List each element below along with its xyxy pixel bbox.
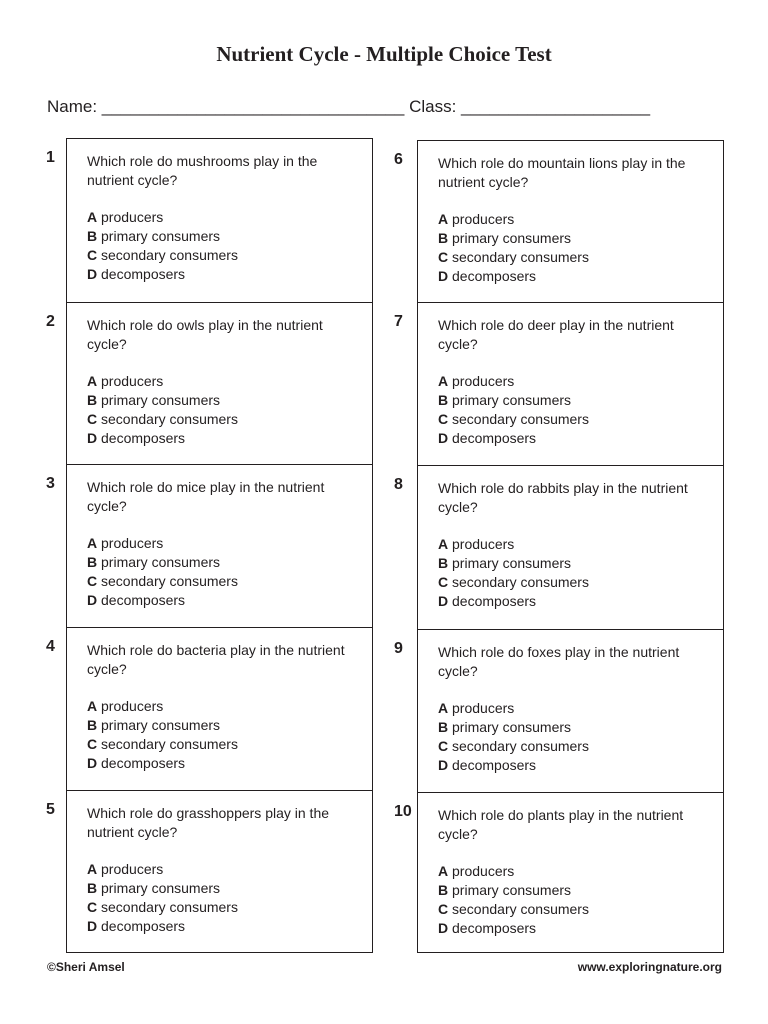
option-text: primary consumers	[101, 228, 221, 244]
option-letter: D	[438, 430, 449, 446]
option-letter: B	[87, 717, 98, 733]
option-text: decomposers	[452, 920, 537, 936]
answer-option-a	[87, 372, 352, 391]
option-text: primary consumers	[452, 392, 572, 408]
answer-option-a	[87, 208, 352, 227]
option-text: producers	[101, 535, 164, 551]
question-7	[418, 303, 723, 466]
option-text: secondary consumers	[452, 411, 589, 427]
answer-option-b	[438, 229, 703, 248]
option-text: primary consumers	[452, 230, 572, 246]
answer-option-b	[87, 716, 352, 735]
option-letter: C	[438, 738, 449, 754]
answer-option-b	[87, 879, 352, 898]
question-number: 1	[46, 149, 55, 166]
option-text: primary consumers	[452, 719, 572, 735]
option-text: secondary consumers	[452, 901, 589, 917]
option-text: producers	[452, 373, 515, 389]
answer-option-c	[438, 737, 703, 756]
answer-option-a	[87, 534, 352, 553]
question-text: Which role do mice play in the nutrient cycle?	[87, 479, 325, 514]
option-text: producers	[452, 700, 515, 716]
option-letter: C	[87, 411, 98, 427]
option-letter: A	[87, 861, 98, 877]
option-letter: A	[438, 211, 449, 227]
option-letter: A	[438, 700, 449, 716]
question-text: Which role do rabbits play in the nutrient cycle?	[438, 480, 688, 515]
answer-option-b	[87, 227, 352, 246]
option-text: decomposers	[452, 593, 537, 609]
option-letter: D	[438, 268, 449, 284]
question-6	[418, 141, 723, 303]
option-letter: C	[438, 411, 449, 427]
answer-option-b	[87, 553, 352, 572]
question-3	[67, 465, 372, 628]
option-letter: D	[87, 266, 98, 282]
answer-option-c	[87, 572, 352, 591]
option-letter: B	[87, 228, 98, 244]
option-letter: A	[87, 698, 98, 714]
option-letter: B	[438, 882, 449, 898]
option-text: decomposers	[101, 755, 186, 771]
option-text: primary consumers	[101, 880, 221, 896]
question-number: 3	[46, 475, 55, 492]
option-text: producers	[101, 209, 164, 225]
option-text: secondary consumers	[101, 247, 238, 263]
question-text: Which role do plants play in the nutrient cycle?	[438, 807, 684, 842]
option-letter: B	[438, 555, 449, 571]
question-number: 2	[46, 313, 55, 330]
option-letter: B	[438, 392, 449, 408]
option-letter: D	[87, 430, 98, 446]
answer-option-a	[87, 697, 352, 716]
option-letter: B	[438, 719, 449, 735]
option-letter: C	[438, 901, 449, 917]
option-text: secondary consumers	[101, 411, 238, 427]
option-letter: D	[87, 918, 98, 934]
option-letter: A	[438, 863, 449, 879]
name-label: Name: ________________________________	[47, 97, 410, 116]
question-number: 8	[394, 476, 403, 493]
option-letter: C	[438, 574, 449, 590]
answer-option-c	[87, 246, 352, 265]
option-letter: D	[87, 592, 98, 608]
option-letter: B	[438, 230, 449, 246]
option-text: producers	[452, 863, 515, 879]
answer-option-a	[438, 372, 703, 391]
option-text: primary consumers	[101, 717, 221, 733]
answer-option-d	[87, 429, 352, 448]
option-letter: C	[87, 573, 98, 589]
option-text: decomposers	[101, 430, 186, 446]
answer-option-a	[438, 862, 703, 881]
question-number: 10	[394, 803, 412, 820]
answer-option-c	[438, 248, 703, 267]
right-question-column	[417, 140, 724, 953]
option-text: decomposers	[101, 266, 186, 282]
website: www.exploringnature.org	[577, 960, 722, 974]
option-letter: C	[87, 736, 98, 752]
option-text: decomposers	[452, 757, 537, 773]
question-text: Which role do foxes play in the nutrient cycle?	[438, 644, 680, 679]
option-text: primary consumers	[101, 392, 221, 408]
option-text: primary consumers	[101, 554, 221, 570]
question-number: 5	[46, 801, 55, 818]
option-letter: A	[438, 373, 449, 389]
option-letter: B	[87, 554, 98, 570]
answer-option-b	[438, 391, 703, 410]
option-text: decomposers	[101, 592, 186, 608]
option-text: primary consumers	[452, 882, 572, 898]
question-text: Which role do mushrooms play in the nutrient cycle?	[87, 153, 318, 188]
option-letter: D	[438, 757, 449, 773]
question-8	[418, 466, 723, 630]
answer-option-b	[438, 718, 703, 737]
option-text: producers	[101, 861, 164, 877]
answer-option-c	[87, 898, 352, 917]
question-4	[67, 628, 372, 791]
answer-option-b	[87, 391, 352, 410]
option-text: secondary consumers	[101, 573, 238, 589]
answer-option-d	[87, 917, 352, 936]
option-text: producers	[452, 211, 515, 227]
left-question-column	[66, 138, 373, 953]
option-text: primary consumers	[452, 555, 572, 571]
answer-option-d	[438, 267, 703, 286]
answer-option-d	[438, 756, 703, 775]
question-number: 6	[394, 151, 403, 168]
answer-option-a	[87, 860, 352, 879]
answer-option-c	[438, 573, 703, 592]
option-text: producers	[101, 698, 164, 714]
option-letter: D	[87, 755, 98, 771]
question-number: 9	[394, 640, 403, 657]
answer-option-d	[87, 591, 352, 610]
answer-option-c	[438, 900, 703, 919]
option-text: producers	[452, 536, 515, 552]
option-letter: B	[87, 880, 98, 896]
answer-option-c	[87, 410, 352, 429]
question-9	[418, 630, 723, 793]
option-letter: C	[87, 899, 98, 915]
option-letter: D	[438, 593, 449, 609]
question-text: Which role do grasshoppers play in the nutrient cycle?	[87, 805, 330, 840]
class-label: Class: ____________________	[409, 97, 651, 116]
question-1	[67, 139, 372, 303]
option-text: decomposers	[452, 268, 537, 284]
option-letter: A	[438, 536, 449, 552]
answer-option-d	[87, 265, 352, 284]
name-class-line	[47, 97, 650, 117]
answer-option-c	[438, 410, 703, 429]
option-letter: A	[87, 373, 98, 389]
option-letter: B	[87, 392, 98, 408]
question-number: 4	[46, 638, 55, 655]
option-text: secondary consumers	[452, 249, 589, 265]
question-text: Which role do bacteria play in the nutrient cycle?	[87, 642, 345, 677]
question-10	[418, 793, 723, 954]
answer-option-a	[438, 210, 703, 229]
question-2	[67, 303, 372, 465]
option-text: secondary consumers	[452, 574, 589, 590]
option-letter: C	[87, 247, 98, 263]
option-text: secondary consumers	[101, 736, 238, 752]
option-letter: C	[438, 249, 449, 265]
question-text: Which role do owls play in the nutrient cycle?	[87, 317, 323, 352]
question-text: Which role do deer play in the nutrient cycle?	[438, 317, 674, 352]
copyright: ©Sheri Amsel	[47, 960, 125, 974]
answer-option-b	[438, 554, 703, 573]
answer-option-a	[438, 535, 703, 554]
question-5	[67, 791, 372, 954]
answer-option-d	[438, 919, 703, 938]
worksheet-title: Nutrient Cycle - Multiple Choice Test	[216, 42, 552, 66]
question-number: 7	[394, 313, 403, 330]
option-text: decomposers	[101, 918, 186, 934]
question-text: Which role do mountain lions play in the nutrient cycle?	[438, 155, 686, 190]
option-text: secondary consumers	[101, 899, 238, 915]
answer-option-d	[87, 754, 352, 773]
answer-option-c	[87, 735, 352, 754]
answer-option-d	[438, 592, 703, 611]
option-letter: A	[87, 535, 98, 551]
option-letter: D	[438, 920, 449, 936]
option-text: secondary consumers	[452, 738, 589, 754]
answer-option-a	[438, 699, 703, 718]
answer-option-b	[438, 881, 703, 900]
option-text: decomposers	[452, 430, 537, 446]
option-letter: A	[87, 209, 98, 225]
answer-option-d	[438, 429, 703, 448]
option-text: producers	[101, 373, 164, 389]
